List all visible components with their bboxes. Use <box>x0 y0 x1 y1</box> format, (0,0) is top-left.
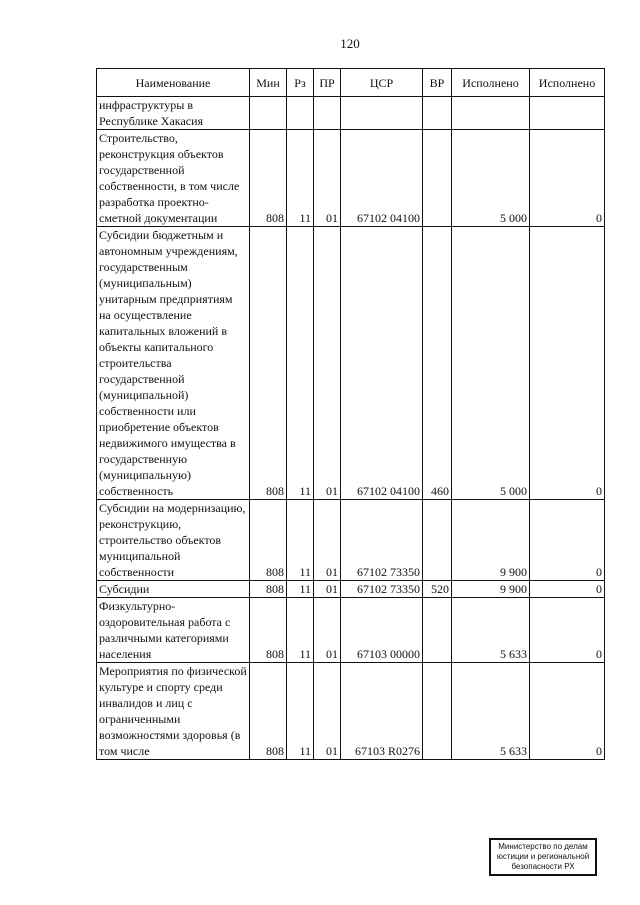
cell-csr: 67102 73350 <box>341 581 423 598</box>
cell-name: Физкультурно-оздоровительная работа с различными категориями населения <box>97 598 250 663</box>
cell-min: 808 <box>250 581 287 598</box>
cell-executed-1: 9 900 <box>452 581 530 598</box>
cell-name: Субсидии бюджетным и автономным учреждениям, государственным (муниципальным) унитарным предприятиям на осуществление капитальных вложений в объекты капитального строительства государственной (муниципальной) собственности или приобретение объектов недвижимого имущества в государственную (муниципальную) собственность <box>97 227 250 500</box>
cell-csr: 67103 00000 <box>341 598 423 663</box>
cell-pr: 01 <box>314 581 341 598</box>
header-vr: ВР <box>423 69 452 97</box>
cell-pr: 01 <box>314 663 341 760</box>
cell-executed-2: 0 <box>530 598 605 663</box>
cell-pr: 01 <box>314 500 341 581</box>
table-row <box>97 598 605 663</box>
cell-vr <box>423 130 452 227</box>
table-row <box>97 663 605 760</box>
cell-csr <box>341 97 423 130</box>
header-csr: ЦСР <box>341 69 423 97</box>
header-executed-1: Исполнено <box>452 69 530 97</box>
cell-rz: 11 <box>287 663 314 760</box>
cell-executed-2: 0 <box>530 227 605 500</box>
cell-name: Мероприятия по физической культуре и спорту среди инвалидов и лиц с ограниченными возможностями здоровья (в том числе <box>97 663 250 760</box>
table-row <box>97 227 605 500</box>
budget-table <box>96 68 605 760</box>
cell-executed-2: 0 <box>530 130 605 227</box>
cell-executed-1 <box>452 97 530 130</box>
cell-executed-2: 0 <box>530 581 605 598</box>
cell-executed-1: 5 000 <box>452 130 530 227</box>
cell-rz: 11 <box>287 227 314 500</box>
cell-name: Субсидии <box>97 581 250 598</box>
cell-executed-1: 5 633 <box>452 663 530 760</box>
cell-executed-1: 9 900 <box>452 500 530 581</box>
cell-executed-2 <box>530 97 605 130</box>
cell-min: 808 <box>250 227 287 500</box>
cell-executed-2: 0 <box>530 500 605 581</box>
cell-rz: 11 <box>287 130 314 227</box>
cell-rz: 11 <box>287 598 314 663</box>
stamp-line: безопасности РХ <box>511 862 575 871</box>
header-rz: Рз <box>287 69 314 97</box>
cell-min: 808 <box>250 663 287 760</box>
cell-csr: 67102 04100 <box>341 130 423 227</box>
cell-min: 808 <box>250 130 287 227</box>
cell-vr: 520 <box>423 581 452 598</box>
table-row <box>97 97 605 130</box>
cell-vr <box>423 500 452 581</box>
cell-executed-2: 0 <box>530 663 605 760</box>
page-number: 120 <box>340 36 360 51</box>
header-pr: ПР <box>314 69 341 97</box>
cell-pr: 01 <box>314 227 341 500</box>
header-row <box>97 69 605 97</box>
cell-name: инфраструктуры в Республике Хакасия <box>97 97 250 130</box>
cell-csr: 67102 73350 <box>341 500 423 581</box>
table-row <box>97 581 605 598</box>
stamp-line: юстиции и региональной <box>496 852 590 861</box>
cell-rz <box>287 97 314 130</box>
cell-vr <box>423 97 452 130</box>
cell-name: Субсидии на модернизацию, реконструкцию, строительство объектов муниципальной собственности <box>97 500 250 581</box>
table-row <box>97 130 605 227</box>
cell-rz: 11 <box>287 500 314 581</box>
cell-min: 808 <box>250 598 287 663</box>
cell-csr: 67102 04100 <box>341 227 423 500</box>
cell-min: 808 <box>250 500 287 581</box>
cell-executed-1: 5 633 <box>452 598 530 663</box>
cell-min <box>250 97 287 130</box>
header-min: Мин <box>250 69 287 97</box>
cell-pr: 01 <box>314 598 341 663</box>
cell-vr <box>423 663 452 760</box>
header-executed-2: Исполнено <box>530 69 605 97</box>
cell-pr <box>314 97 341 130</box>
cell-vr: 460 <box>423 227 452 500</box>
header-name: Наименование <box>97 69 250 97</box>
cell-csr: 67103 R0276 <box>341 663 423 760</box>
cell-rz: 11 <box>287 581 314 598</box>
cell-pr: 01 <box>314 130 341 227</box>
cell-vr <box>423 598 452 663</box>
cell-executed-1: 5 000 <box>452 227 530 500</box>
cell-name: Строительство, реконструкция объектов государственной собственности, в том числе разработка проектно-сметной документации <box>97 130 250 227</box>
stamp-line: Министерство по делам <box>498 842 588 851</box>
ministry-stamp <box>489 838 597 876</box>
table-row <box>97 500 605 581</box>
